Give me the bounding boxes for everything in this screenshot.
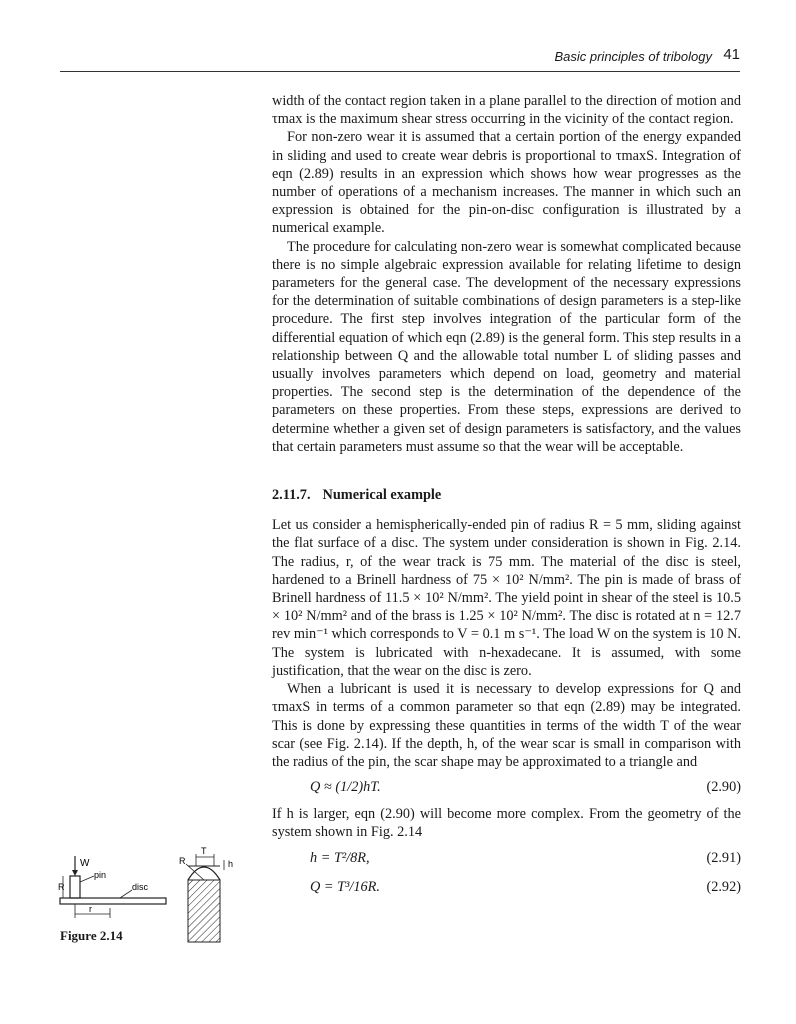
running-head: [60, 45, 740, 72]
paragraph-3: The procedure for calculating non-zero wear is somewhat complicated because there is no simple algebraic expression available for relating lifetime to design parameters for the general case. The development of the necessary expressions for the determination of suitable combinations of design parameters is a step-like procedure. The first step involves integration of the particular form of the differential equation of which eqn (2.89) is the general form. This step results in a relationship between Q and the allowable total number L of sliding passes and usually involves parameters which depend on load, geometry and material properties. The second step is the determination of the dependence of the parameters on these properties. From these steps, expressions are derived to determine whether a given set of design parameters is satisfactory, and the values that certain parameters must assume so that the wear will be acceptable.: [272, 238, 741, 455]
wear-scar-sketch: [179, 846, 233, 942]
arrow-head: [72, 870, 78, 876]
equation-2-92: [272, 878, 741, 900]
pin-section-hatched: [188, 880, 220, 942]
paragraph-1: width of the contact region taken in a plane parallel to the direction of motion and τmax is the maximum shear stress occurring in the vicinity of the contact region.: [272, 93, 741, 128]
label-pin: pin: [94, 870, 107, 880]
equation-expression: Q = T³/16R.: [310, 878, 380, 895]
paragraph-6: If h is larger, eqn (2.90) will become more complex. From the geometry of the system shown in Fig. 2.14: [272, 806, 741, 841]
page-number: 41: [723, 46, 740, 63]
paragraph-4: Let us consider a hemispherically-ended pin of radius R = 5 mm, sliding against the flat surface of a disc. The system under consideration is shown in Fig. 2.14. The radius, r, of the wear track is 75 mm. The material of the disc is steel, hardened to a Brinell hardness of 75 × 10² N/mm². The pin is made of brass of Brinell hardness of 11.5 × 10² N/mm². The yield point in shear of the steel is 10.5 × 10² N/mm² and of the brass is 1.25 × 10² N/mm². The disc is rotated at n = 12.7 rev min⁻¹ which corresponds to V = 0.1 m s⁻¹. The load W on the system is 10 N. The system is lubricated with n-hexadecane. It is assumed, with some justification, that the wear on the disc is zero.: [272, 517, 741, 679]
paragraph-2: For non-zero wear it is assumed that a certain portion of the energy expanded in sliding and used to create wear debris is proportional to τmaxS. Integration of eqn (2.89) results in an expression which shows how wear progresses as the number of operations of a mechanism increases. The manner in which such an expression is obtained for the pin-on-disc configuration is illustrated by a numerical example.: [272, 129, 741, 237]
equation-2-90: [272, 778, 741, 800]
disc-shape: [60, 898, 166, 904]
pin-tip-arc: [188, 867, 220, 880]
equation-number: (2.92): [706, 878, 741, 895]
label-big-r: R: [58, 882, 65, 892]
equation-number: (2.90): [706, 779, 741, 796]
figure-caption: Figure 2.14: [60, 928, 123, 943]
section-heading: [272, 486, 741, 504]
label-t: T: [201, 846, 207, 856]
equation-expression: h = T²/8R,: [310, 849, 370, 866]
disc-leader: [120, 890, 132, 898]
equation-number: (2.91): [706, 849, 741, 866]
pin-shape: [70, 876, 80, 898]
label-small-r: r: [89, 904, 92, 914]
pin-on-disc-sketch: [58, 856, 166, 918]
label-disc: disc: [132, 882, 149, 892]
section-title: Numerical example: [322, 487, 442, 504]
section-number: 2.11.7.: [272, 487, 311, 504]
equation-expression: Q ≈ (1/2)hT.: [310, 779, 381, 796]
running-title: Basic principles of tribology: [554, 49, 712, 64]
label-h: h: [228, 859, 234, 869]
body-text: [272, 92, 741, 905]
pin-leader: [80, 876, 94, 882]
label-scar-r: R: [179, 856, 186, 866]
paragraph-5: When a lubricant is used it is necessary to develop expressions for Q and τmaxS in terms of a common parameter so that eqn (2.89) may be integrated. This is done by expressing these quantities in terms of the width T of the wear scar (see Fig. 2.14). If the depth, h, of the wear scar is small in comparison with the radius of the pin, the scar shape may be approximated to a triangle and: [272, 681, 741, 770]
label-w: W: [80, 858, 90, 869]
equation-2-91: [272, 849, 741, 871]
